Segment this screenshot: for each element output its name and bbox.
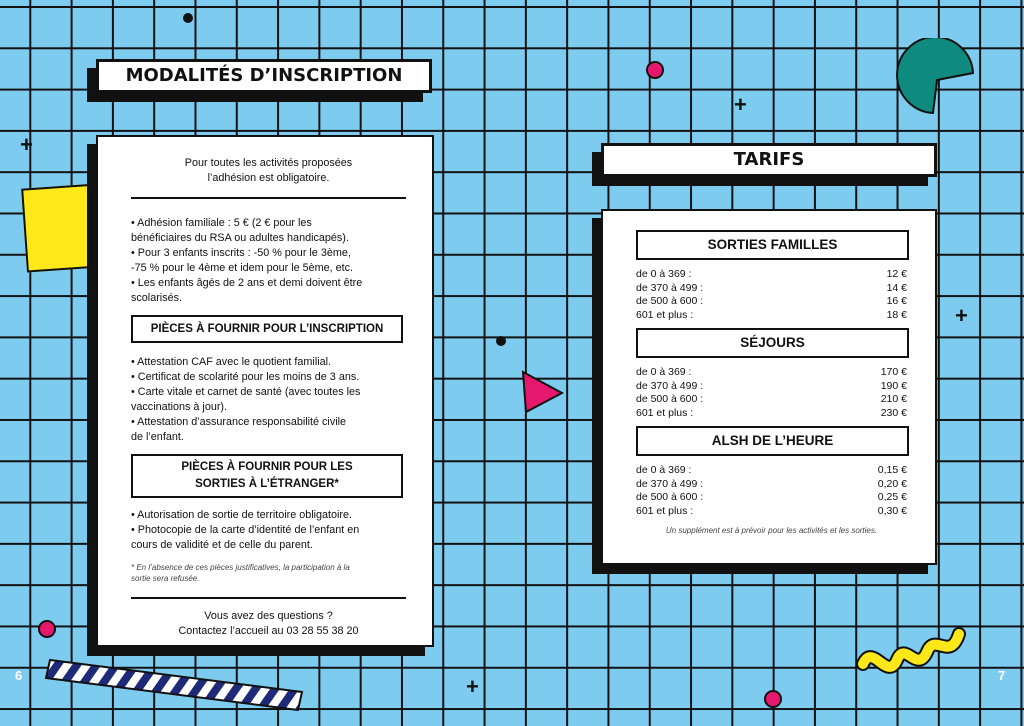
alsh-rates xyxy=(636,464,907,518)
membership-list: • Adhésion familiale : 5 € (2 € pour les bénéficiaires du RSA ou adultes handicapés). • Pour 3 enfants inscrits : -50 % pour le 3ème, -75 % pour le 4ème et idem pour le 5ème, etc. • Les enfants âgés de 2 ans et demi doivent être scolarisés. xyxy=(131,217,363,304)
rate-row: de 500 à 600 : 16 € xyxy=(636,295,907,307)
registration-title: MODALITÉS D’INSCRIPTION xyxy=(96,59,432,93)
divider xyxy=(131,197,406,199)
yellow-squiggle-shape xyxy=(855,612,970,687)
pink-dot xyxy=(646,61,664,79)
rate-row: de 370 à 499 : 14 € xyxy=(636,281,907,294)
rate-row: de 500 à 600 : 0,25 € xyxy=(636,491,907,503)
teal-pacman-shape xyxy=(893,38,979,118)
rate-row: de 0 à 369 : 170 € xyxy=(636,366,907,378)
rate-row: 601 et plus : 0,30 € xyxy=(636,504,907,517)
abroad-heading: PIÈCES À FOURNIR POUR LES SORTIES À L’ÉTRANGER* xyxy=(131,454,403,498)
black-dot xyxy=(496,336,506,346)
page-number-left: 6 xyxy=(15,668,23,683)
section-heading-sejours: SÉJOURS xyxy=(636,328,909,358)
divider xyxy=(131,597,406,599)
plus-icon: + xyxy=(20,132,33,157)
documents-heading: PIÈCES À FOURNIR POUR L’INSCRIPTION xyxy=(131,315,403,343)
rate-row: de 0 à 369 : 12 € xyxy=(636,268,907,280)
page-number-right: 7 xyxy=(998,668,1006,683)
pink-dot xyxy=(38,620,56,638)
documents-list: • Attestation CAF avec le quotient familial. • Certificat de scolarité pour les moins de 3 ans. • Carte vitale et carnet de santé (avec toutes les vaccinations à jour). • Attestation d’assurance responsabilité civile de l’enfant. xyxy=(131,356,361,443)
intro-text: Pour toutes les activités proposées l’adhésion est obligatoire. xyxy=(184,157,353,184)
sorties-rates xyxy=(636,268,907,322)
plus-icon: + xyxy=(955,303,968,328)
footnote: * En l’absence de ces pièces justificatives, la participation à la sortie sera refusée. xyxy=(131,563,350,583)
black-dot xyxy=(183,13,193,23)
pink-triangle-shape xyxy=(518,368,566,416)
section-heading-sorties: SORTIES FAMILLES xyxy=(636,230,909,260)
rate-row: 601 et plus : 230 € xyxy=(636,406,907,419)
registration-panel xyxy=(96,135,434,647)
tariffs-note: Un supplément est à prévoir pour les activités et les sorties. xyxy=(665,526,878,535)
abroad-list: • Autorisation de sortie de territoire obligatoire. • Photocopie de la carte d’identité de l’enfant en cours de validité et de celle du parent. xyxy=(131,509,360,551)
rate-row: de 370 à 499 : 190 € xyxy=(636,379,907,392)
yellow-square-shape xyxy=(21,183,103,272)
plus-icon: + xyxy=(734,92,747,117)
plus-icon: + xyxy=(466,674,479,699)
tariffs-title: TARIFS xyxy=(601,143,937,177)
rate-row: 601 et plus : 18 € xyxy=(636,308,907,321)
rate-row: de 500 à 600 : 210 € xyxy=(636,393,907,405)
rate-row: de 0 à 369 : 0,15 € xyxy=(636,464,907,476)
section-heading-alsh: ALSH DE L’HEURE xyxy=(636,426,909,456)
sejours-rates xyxy=(636,366,907,420)
pink-dot xyxy=(764,690,782,708)
contact-text: Vous avez des questions ? Contactez l’accueil au 03 28 55 38 20 xyxy=(178,610,359,637)
tariffs-panel xyxy=(601,209,937,565)
rate-row: de 370 à 499 : 0,20 € xyxy=(636,477,907,490)
striped-bar-shape xyxy=(42,652,307,714)
